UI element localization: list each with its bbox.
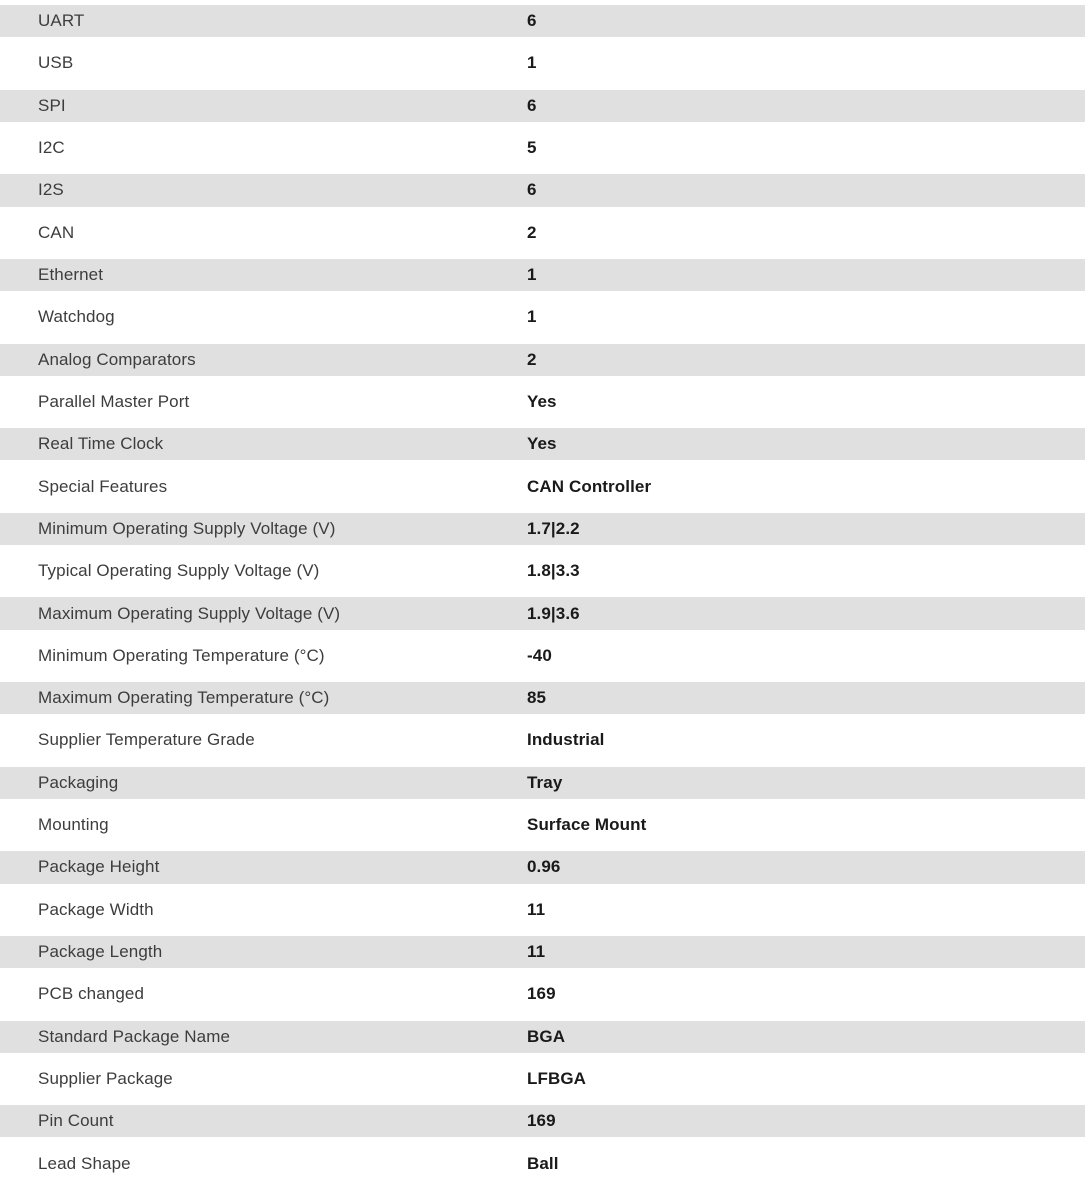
spec-row [0, 296, 1085, 338]
spec-attribute-value: 169 [527, 984, 556, 1004]
spec-attribute-label: Analog Comparators [38, 349, 196, 369]
spec-attribute-label: Package Length [38, 942, 163, 962]
spec-attribute-label: Lead Shape [38, 1153, 131, 1173]
spec-attribute-label: I2C [38, 138, 65, 158]
spec-row [0, 677, 1085, 719]
spec-attribute-label: Maximum Operating Temperature (°C) [38, 688, 330, 708]
spec-attribute-label: Package Width [38, 899, 154, 919]
spec-attribute-label: Minimum Operating Temperature (°C) [38, 645, 325, 665]
spec-row [0, 1142, 1085, 1184]
spec-attribute-label: Pin Count [38, 1111, 114, 1131]
spec-attribute-value: Surface Mount [527, 815, 647, 835]
spec-attribute-label: Standard Package Name [38, 1026, 231, 1046]
spec-row [0, 85, 1085, 127]
spec-attribute-label: Maximum Operating Supply Voltage (V) [38, 603, 341, 623]
spec-row [0, 508, 1085, 550]
spec-attribute-label: Special Features [38, 476, 168, 496]
spec-attribute-value: 11 [527, 942, 546, 962]
spec-row [0, 127, 1085, 169]
spec-attribute-value: 169 [527, 1111, 556, 1131]
spec-attribute-label: CAN [38, 222, 75, 242]
spec-attribute-value: 6 [527, 11, 537, 31]
spec-row [0, 1058, 1085, 1100]
spec-row [0, 212, 1085, 254]
spec-attribute-value: -40 [527, 645, 552, 665]
spec-row [0, 0, 1085, 42]
spec-row [0, 169, 1085, 211]
spec-attribute-label: Watchdog [38, 307, 115, 327]
spec-row [0, 846, 1085, 888]
spec-attribute-label: Minimum Operating Supply Voltage (V) [38, 518, 336, 538]
spec-attribute-value: BGA [527, 1026, 566, 1046]
spec-row [0, 931, 1085, 973]
spec-attribute-value: 1.7|2.2 [527, 518, 580, 538]
spec-attribute-label: PCB changed [38, 984, 145, 1004]
spec-attribute-value: CAN Controller [527, 476, 652, 496]
spec-attribute-label: I2S [38, 180, 64, 200]
spec-attribute-value: Yes [527, 434, 557, 454]
spec-attribute-value: Tray [527, 772, 563, 792]
spec-row [0, 254, 1085, 296]
spec-row [0, 635, 1085, 677]
spec-attribute-label: USB [38, 53, 74, 73]
spec-attribute-value: 6 [527, 180, 537, 200]
spec-attribute-label: UART [38, 11, 85, 31]
spec-row [0, 381, 1085, 423]
spec-row [0, 762, 1085, 804]
spec-attribute-label: Ethernet [38, 265, 104, 285]
spec-row [0, 42, 1085, 84]
spec-attribute-value: 5 [527, 138, 537, 158]
spec-attribute-value: 11 [527, 899, 546, 919]
spec-row [0, 1100, 1085, 1142]
spec-row [0, 719, 1085, 761]
spec-attribute-value: 0.96 [527, 857, 561, 877]
spec-attribute-value: 85 [527, 688, 547, 708]
spec-attribute-label: Package Height [38, 857, 160, 877]
spec-attribute-value: Yes [527, 391, 557, 411]
spec-attribute-value: 1 [527, 53, 537, 73]
spec-attribute-value: 1.8|3.3 [527, 561, 580, 581]
spec-attribute-label: SPI [38, 95, 66, 115]
spec-row [0, 1016, 1085, 1058]
spec-attribute-label: Parallel Master Port [38, 391, 190, 411]
spec-attribute-label: Typical Operating Supply Voltage (V) [38, 561, 320, 581]
spec-row [0, 423, 1085, 465]
spec-attribute-value: 2 [527, 222, 537, 242]
spec-attribute-value: Industrial [527, 730, 605, 750]
spec-row [0, 465, 1085, 507]
spec-row [0, 889, 1085, 931]
spec-attribute-value: 1 [527, 307, 537, 327]
spec-attribute-value: Ball [527, 1153, 559, 1173]
spec-attribute-value: 1.9|3.6 [527, 603, 580, 623]
spec-attribute-value: LFBGA [527, 1068, 587, 1088]
spec-attribute-value: 2 [527, 349, 537, 369]
spec-attribute-label: Packaging [38, 772, 119, 792]
spec-attribute-label: Supplier Temperature Grade [38, 730, 255, 750]
spec-row [0, 550, 1085, 592]
spec-attribute-label: Mounting [38, 815, 109, 835]
spec-row [0, 339, 1085, 381]
spec-attribute-value: 6 [527, 95, 537, 115]
spec-attribute-label: Real Time Clock [38, 434, 164, 454]
spec-row [0, 592, 1085, 634]
spec-attribute-value: 1 [527, 265, 537, 285]
spec-row [0, 804, 1085, 846]
spec-row [0, 973, 1085, 1015]
spec-attribute-label: Supplier Package [38, 1068, 173, 1088]
